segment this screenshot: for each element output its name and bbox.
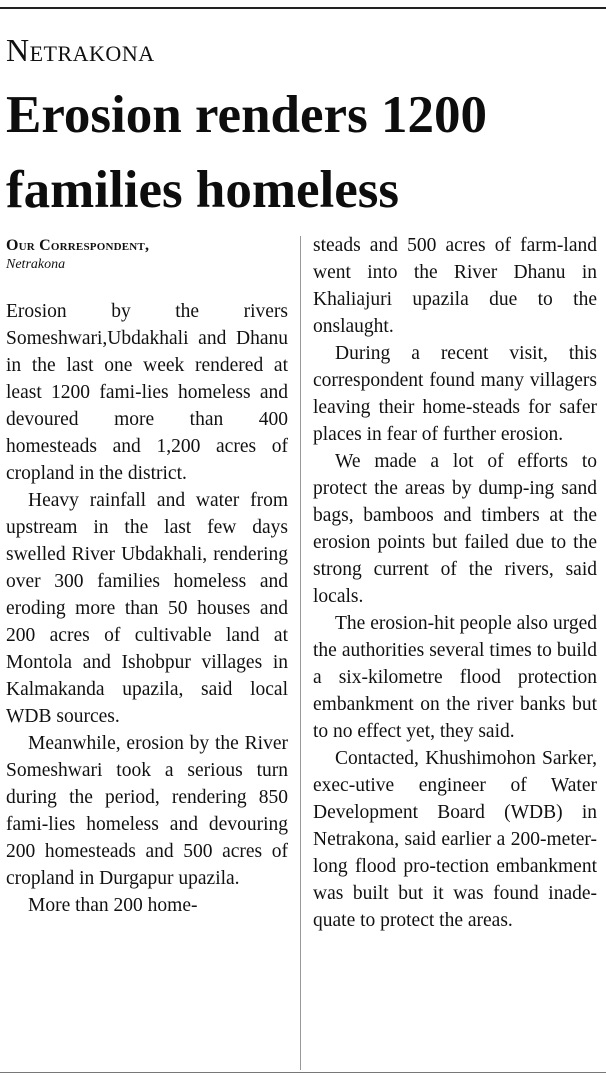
article-column-right xyxy=(313,232,597,934)
byline-location: Netrakona xyxy=(6,257,66,272)
paragraph: More than 200 home- xyxy=(28,895,198,916)
byline-name: Our Correspondent, xyxy=(6,237,150,254)
headline: Erosion renders 1200 families homeless xyxy=(6,86,487,219)
section-kicker: Netrakona xyxy=(6,32,155,68)
paragraph: During a recent visit, this correspondent found many villagers leaving their home-steads for safer places in fear of further erosion. xyxy=(313,343,597,445)
bottom-rule xyxy=(0,1072,606,1073)
paragraph: steads and 500 acres of farm-land went into the River Dhanu in Khaliajuri upazila due to the onslaught. xyxy=(313,235,597,337)
paragraph: Contacted, Khushimohon Sarker, exec-utive engineer of Water Development Board (WDB) in Netrakona, said earlier a 200-meter-long flood pro-tection embankment was built but it was found inade-quate to protect the areas. xyxy=(313,748,597,931)
paragraph: We made a lot of efforts to protect the areas by dump-ing sand bags, bamboos and timbers at the erosion points but failed due to the strong current of the rivers, said locals. xyxy=(313,451,597,607)
paragraph: Heavy rainfall and water from upstream in the last few days swelled River Ubdakhali, rendering over 300 families homeless and eroding more than 50 houses and 200 acres of cultivable land at Montola and Ishobpur villages in Kalmakanda upazila, said local WDB sources. xyxy=(6,490,288,727)
byline xyxy=(6,236,296,274)
paragraph: Erosion by the rivers Someshwari,Ubdakhali and Dhanu in the last one week rendered at least 1200 fami-lies homeless and devoured more than 400 homesteads and 1,200 acres of cropland in the district. xyxy=(6,301,288,484)
paragraph: The erosion-hit people also urged the authorities several times to build a six-kilometre flood protection embankment on the river banks but to no effect yet, they said. xyxy=(313,613,597,742)
top-rule xyxy=(0,7,606,9)
article-column-left xyxy=(6,298,288,919)
paragraph: Meanwhile, erosion by the River Someshwari took a serious turn during the period, rendering 850 fami-lies homeless and devouring 200 homesteads and 500 acres of cropland in Durgapur upazila. xyxy=(6,733,288,889)
column-divider xyxy=(300,236,301,1070)
